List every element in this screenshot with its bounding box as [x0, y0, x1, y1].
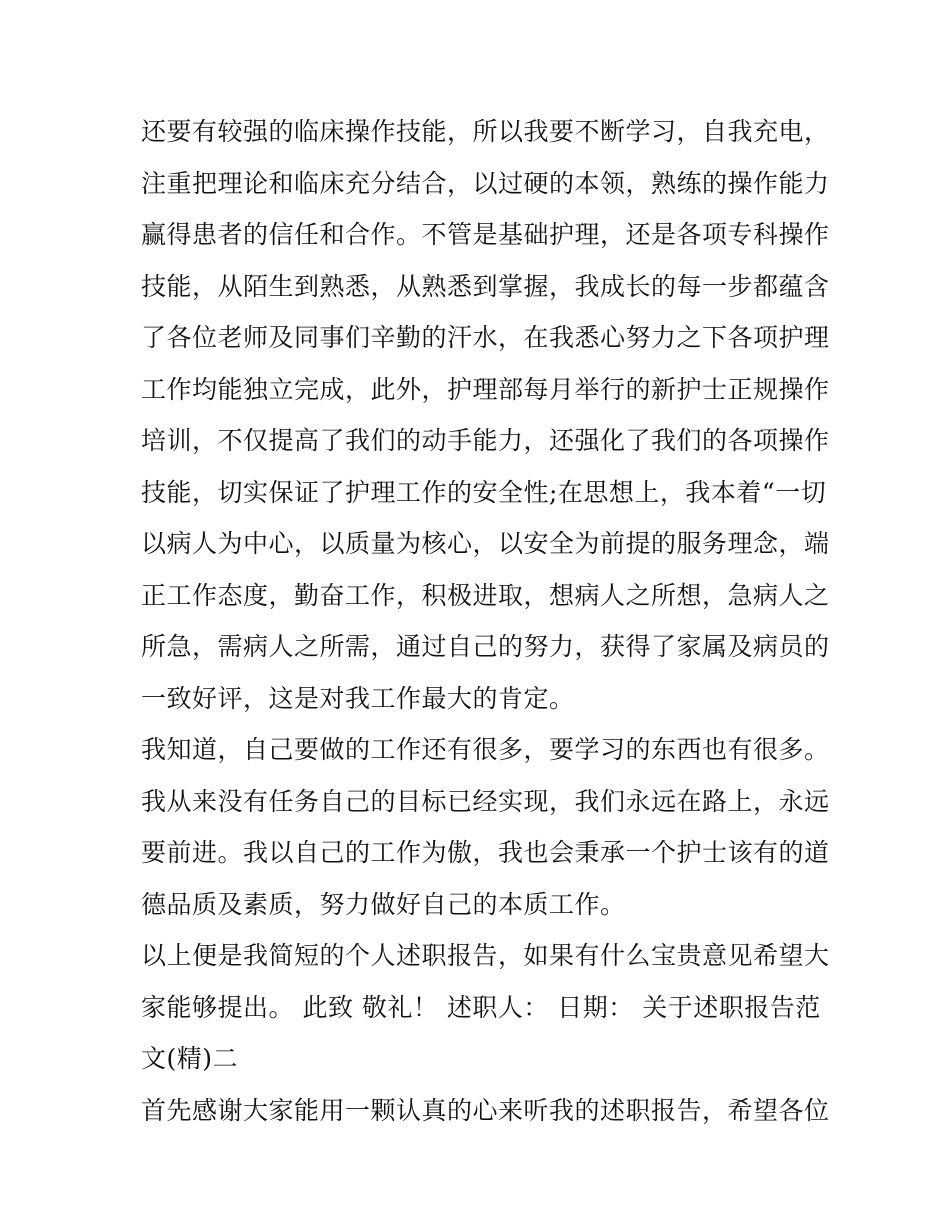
text-line: 了各位老师及同事们辛勤的汗水，在我悉心努力之下各项护理 [141, 323, 830, 352]
text-line: 还要有较强的临床操作技能，所以我要不断学习，自我充电， [141, 117, 830, 146]
text-line: 赢得患者的信任和合作。不管是基础护理，还是各项专科操作 [141, 220, 830, 249]
text-line: 所急，需病人之所需，通过自己的努力，获得了家属及病员的 [141, 632, 830, 661]
text-line: 家能够提出。 此致 敬礼！ 述职人： 日期： 关于述职报告范 [141, 992, 821, 1022]
text-line: 注重把理论和临床充分结合，以过硬的本领，熟练的操作能力 [141, 168, 830, 198]
text-line: 工作均能独立完成，此外，护理部每月举行的新护士正规操作 [141, 374, 830, 404]
text-line: 正工作态度，勤奋工作，积极进取，想病人之所想，急病人之 [141, 580, 830, 610]
document-body [141, 106, 830, 1136]
text-line: 要前进。我以自己的工作为傲，我也会秉承一个护士该有的道 [141, 838, 830, 867]
text-line: 首先感谢大家能用一颗认真的心来听我的述职报告，希望各位 [141, 1095, 830, 1125]
text-line: 以病人为中心，以质量为核心，以安全为前提的服务理念，端 [141, 529, 830, 558]
text-line: 一致好评，这是对我工作最大的肯定。 [141, 683, 575, 713]
text-line: 以上便是我简短的个人述职报告，如果有什么宝贵意见希望大 [141, 941, 830, 970]
text-line: 文(精)二 [141, 1044, 239, 1073]
text-line: 我知道，自己要做的工作还有很多，要学习的东西也有很多。 [141, 735, 830, 764]
text-line: 培训，不仅提高了我们的动手能力，还强化了我们的各项操作 [141, 426, 830, 455]
text-line: 我从来没有任务自己的目标已经实现，我们永远在路上，永远 [141, 786, 830, 816]
text-line: 德品质及素质，努力做好自己的本质工作。 [141, 889, 626, 919]
text-line: 技能，切实保证了护理工作的安全性;在思想上，我本着“一切 [141, 477, 827, 507]
text-line: 技能，从陌生到熟悉，从熟悉到掌握，我成长的每一步都蕴含 [141, 271, 830, 301]
